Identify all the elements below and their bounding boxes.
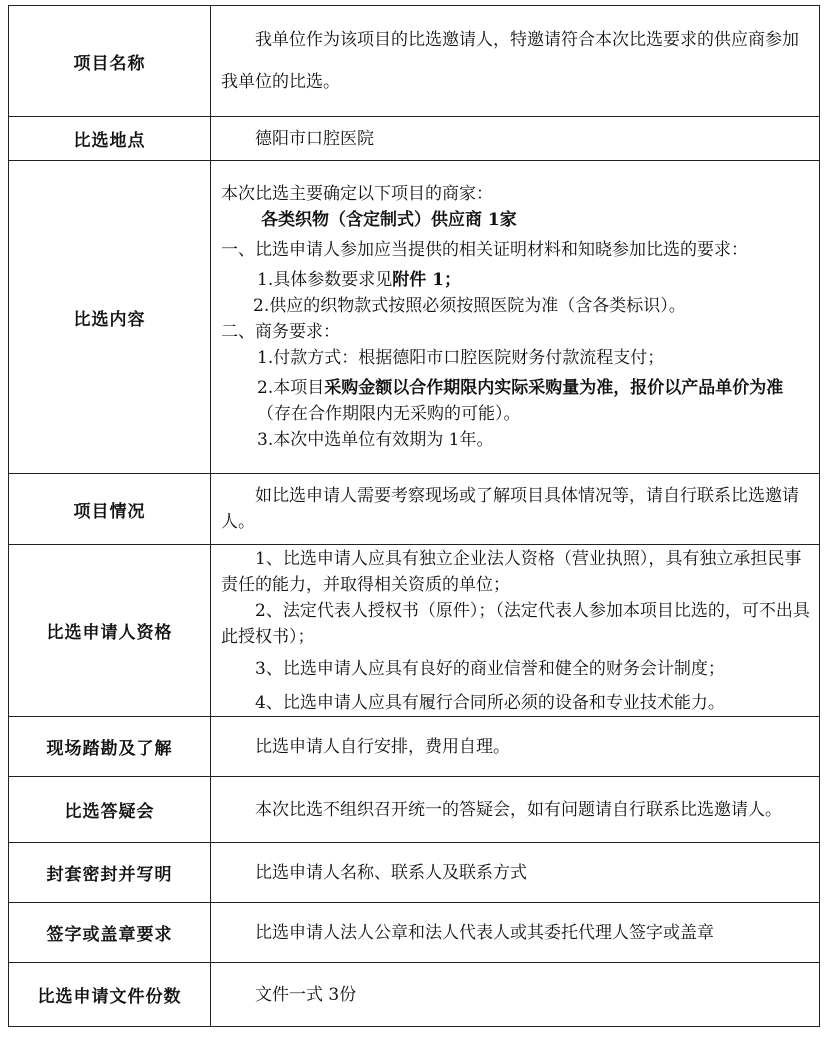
row-label-project-name: 项目名称: [9, 6, 211, 117]
content-item: 各类织物（含定制式）供应商 1家: [261, 210, 517, 230]
row-value-project-name: [211, 6, 820, 117]
row-value-location: [211, 117, 820, 161]
row-label-copies: 比选申请文件份数: [9, 963, 211, 1027]
qualification-item-3: 3、比选申请人应具有良好的商业信誉和健全的财务会计制度；: [255, 658, 725, 679]
table-row: [9, 717, 820, 777]
qualification-item-2: 2、法定代表人授权书（原件）；（法定代表人参加本项目比选的，可不出具此授权书）；: [221, 600, 810, 647]
row-value-signature: [211, 903, 820, 963]
row-label-situation: 项目情况: [9, 474, 211, 545]
section1-item1-bold: 附件 1；: [392, 270, 461, 290]
row-value-copies: [211, 963, 820, 1027]
row-value-qa: [211, 777, 820, 843]
qualification-item-4: 4、比选申请人应具有履行合同所必须的设备和专业技术能力。: [255, 692, 725, 713]
row-label-qa: 比选答疑会: [9, 777, 211, 843]
section2-item2-bold: 采购金额以合作期限内实际采购量为准，报价以产品单价为准: [324, 378, 784, 398]
location-text: 德阳市口腔医院: [255, 128, 374, 149]
row-label-qualification: 比选申请人资格: [9, 545, 211, 717]
row-label-signature: 签字或盖章要求: [9, 903, 211, 963]
table-row: [9, 474, 820, 545]
procurement-info-table: [8, 5, 820, 1027]
content-intro: 本次比选主要确定以下项目的商家：: [221, 184, 493, 204]
row-value-seal: [211, 843, 820, 903]
row-label-seal: 封套密封并写明: [9, 843, 211, 903]
section2-item2-pre: 2.本项目: [257, 378, 325, 398]
row-label-site-visit: 现场踏勘及了解: [9, 717, 211, 777]
content-section1-item2: 2.供应的织物款式按照必须按照医院为准（含各类标识）。: [253, 296, 686, 316]
row-label-content: 比选内容: [9, 161, 211, 474]
seal-text: 比选申请人名称、联系人及联系方式: [255, 862, 527, 883]
content-section1-title: 一、比选申请人参加应当提供的相关证明材料和知晓参加比选的要求：: [221, 240, 748, 260]
table-row: [9, 777, 820, 843]
content-section2-item3: 3.本次中选单位有效期为 1年。: [257, 430, 494, 450]
row-value-content: [211, 161, 820, 474]
table-row: [9, 963, 820, 1027]
content-section2-item2: [221, 375, 811, 427]
table-row: [9, 545, 820, 717]
table-row: [9, 903, 820, 963]
table-row: [9, 117, 820, 161]
project-name-text: 我单位作为该项目的比选邀请人，特邀请符合本次比选要求的供应商参加我单位的比选。: [221, 30, 799, 92]
row-value-situation: [211, 474, 820, 545]
copies-text: 文件一式 3份: [255, 984, 357, 1005]
section1-item1-text: 1.具体参数要求见: [257, 270, 393, 290]
table-row: [9, 843, 820, 903]
content-section2-item1: 1.付款方式：根据德阳市口腔医院财务付款流程支付；: [257, 348, 665, 368]
situation-text: 如比选申请人需要考察现场或了解项目具体情况等，请自行联系比选邀请人。: [221, 486, 799, 532]
table-row: [9, 161, 820, 474]
content-section1-item1: [221, 267, 811, 293]
table-row: [9, 6, 820, 117]
qa-text: 本次比选不组织召开统一的答疑会，如有问题请自行联系比选邀请人。: [255, 799, 782, 820]
row-value-site-visit: [211, 717, 820, 777]
content-section2-title: 二、商务要求：: [221, 322, 340, 342]
signature-text: 比选申请人法人公章和法人代表人或其委托代理人签字或盖章: [255, 922, 714, 943]
row-label-location: 比选地点: [9, 117, 211, 161]
qualification-item-1: 1、比选申请人应具有独立企业法人资格（营业执照），具有独立承担民事责任的能力，并取得相关资质的单位；: [221, 548, 802, 595]
section2-item2-post: （存在合作期限内无采购的可能）。: [257, 404, 521, 424]
row-value-qualification: [211, 545, 820, 717]
site-visit-text: 比选申请人自行安排，费用自理。: [255, 736, 510, 757]
